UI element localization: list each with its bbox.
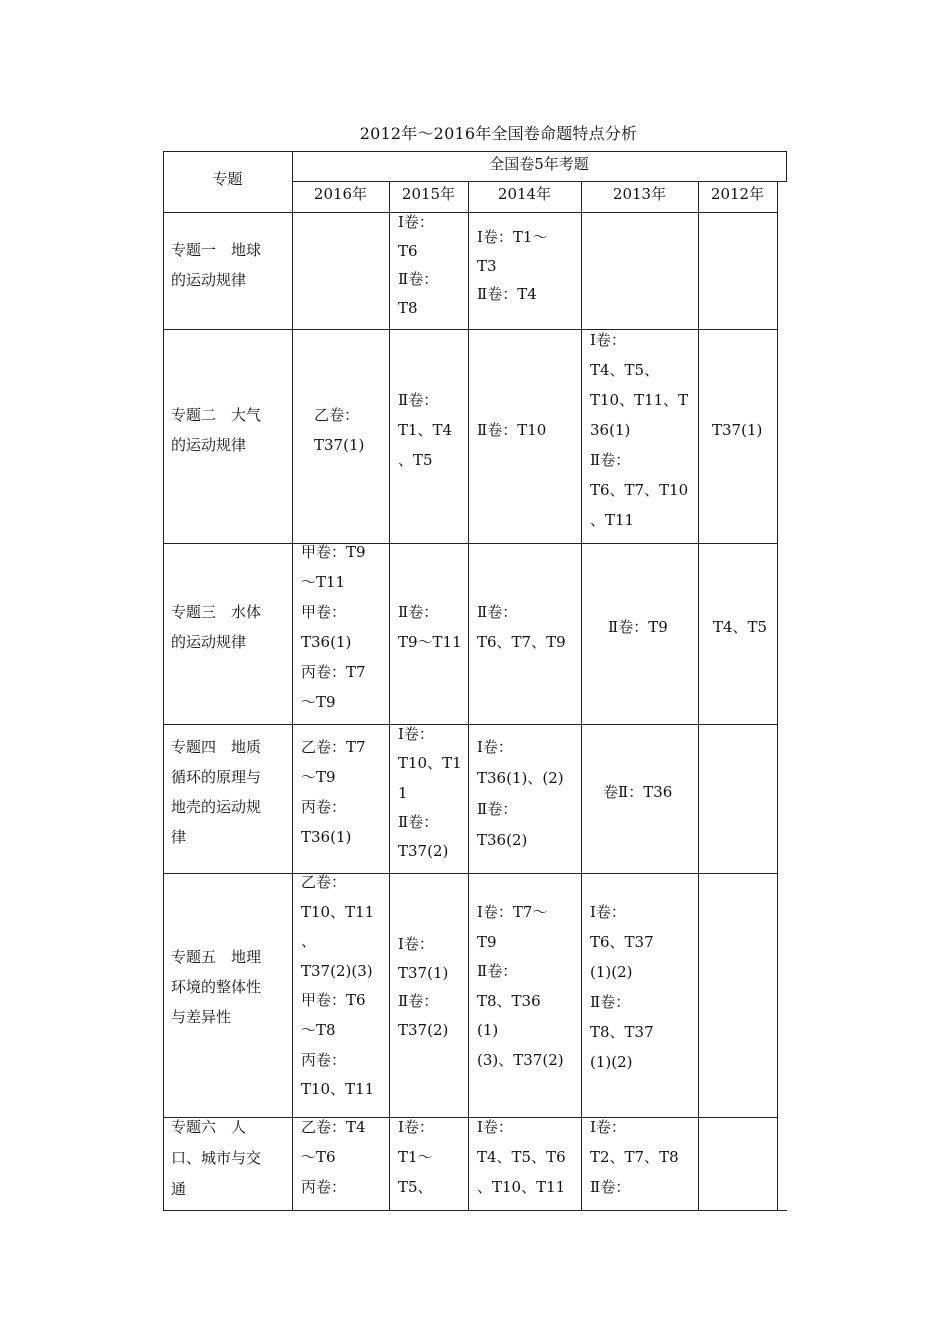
cell-2013: Ⅱ卷：T9 [608, 618, 668, 636]
cell-2014: Ⅰ卷： T4、T5、T6 、T10、T11 [477, 1118, 566, 1196]
cell-2014: Ⅰ卷： T36(1)、(2) Ⅱ卷： T36(2) [477, 738, 564, 849]
header-topic: 专题 [212, 170, 243, 188]
cell-2015: Ⅰ卷： T6 Ⅱ卷： T8 [398, 213, 439, 317]
table-rule [786, 151, 787, 182]
table-rule [292, 181, 787, 182]
table-rule [468, 181, 469, 1211]
header-year-2015: 2015年 [401, 185, 456, 203]
cell-2016: 甲卷：T9 ～T11 甲卷： T36(1) 丙卷：T7 ～T9 [301, 543, 366, 711]
table-rule [163, 543, 778, 544]
cell-2013: 卷Ⅱ：T36 [603, 783, 673, 801]
cell-2013: Ⅰ卷： T4、T5、 T10、T11、T 36(1) Ⅱ卷： T6、T7、T10 、T11 [590, 331, 689, 529]
table-rule [163, 724, 778, 725]
cell-2015: Ⅰ卷： T10、T1 1 Ⅱ卷： T37(2) [398, 725, 462, 861]
topic-cell: 专题五 地理 环境的整体性 与差异性 [171, 948, 262, 1026]
cell-2015: Ⅰ卷： T37(1) Ⅱ卷： T37(2) [398, 935, 449, 1039]
cell-2015: Ⅱ卷： T9～T11 [398, 603, 462, 651]
cell-2016: 乙卷：T7 ～T9 丙卷： T36(1) [301, 738, 366, 846]
cell-2012: T37(1) [712, 421, 763, 439]
header-year-2016: 2016年 [313, 185, 368, 203]
header-group: 全国卷5年考题 [489, 155, 589, 173]
table-rule [163, 212, 778, 213]
table-rule [698, 181, 699, 1211]
header-year-2014: 2014年 [497, 185, 552, 203]
header-year-2013: 2013年 [612, 185, 667, 203]
header-year-2012: 2012年 [710, 185, 765, 203]
cell-2014: Ⅰ卷：T7～ T9 Ⅱ卷： T8、T36 (1) (3)、T37(2) [477, 903, 564, 1069]
table-rule [163, 151, 164, 1211]
page-title: 2012年～2016年全国卷命题特点分析 [359, 124, 638, 143]
cell-2014: Ⅰ卷：T1～ T3 Ⅱ卷：T4 [477, 228, 548, 303]
table-rule [163, 1210, 787, 1211]
cell-2015: Ⅱ卷： T1、T4 、T5 [398, 391, 453, 469]
topic-cell: 专题一 地球 的运动规律 [171, 241, 262, 289]
topic-cell: 专题六 人 口、城市与交 通 [171, 1118, 262, 1198]
table-rule [777, 181, 778, 1211]
cell-2012: T4、T5 [713, 618, 768, 636]
table-rule [581, 181, 582, 1211]
topic-cell: 专题四 地质 循环的原理与 地壳的运动规 律 [171, 738, 262, 846]
table-rule [163, 873, 778, 874]
cell-2013: Ⅰ卷： T6、T37 (1)(2) Ⅱ卷： T8、T37 (1)(2) [590, 903, 654, 1071]
cell-2015: Ⅰ卷： T1～ T5、 [398, 1118, 434, 1196]
cell-2016: 乙卷： T37(1) [314, 406, 365, 454]
table-rule [389, 181, 390, 1211]
cell-2016: 乙卷： T10、T11 、 T37(2)(3) 甲卷：T6 ～T8 丙卷： T10、T11 [301, 873, 375, 1099]
cell-2013: Ⅰ卷： T2、T7、T8 Ⅱ卷： [590, 1118, 679, 1196]
table-rule [163, 151, 787, 152]
topic-cell: 专题三 水体 的运动规律 [171, 603, 262, 651]
cell-2014: Ⅱ卷： T6、T7、T9 [477, 603, 566, 651]
cell-2014: Ⅱ卷：T10 [477, 421, 547, 439]
table-rule [292, 151, 293, 1211]
topic-cell: 专题二 大气 的运动规律 [171, 406, 262, 454]
cell-2016: 乙卷：T4 ～T6 丙卷： [301, 1118, 366, 1196]
